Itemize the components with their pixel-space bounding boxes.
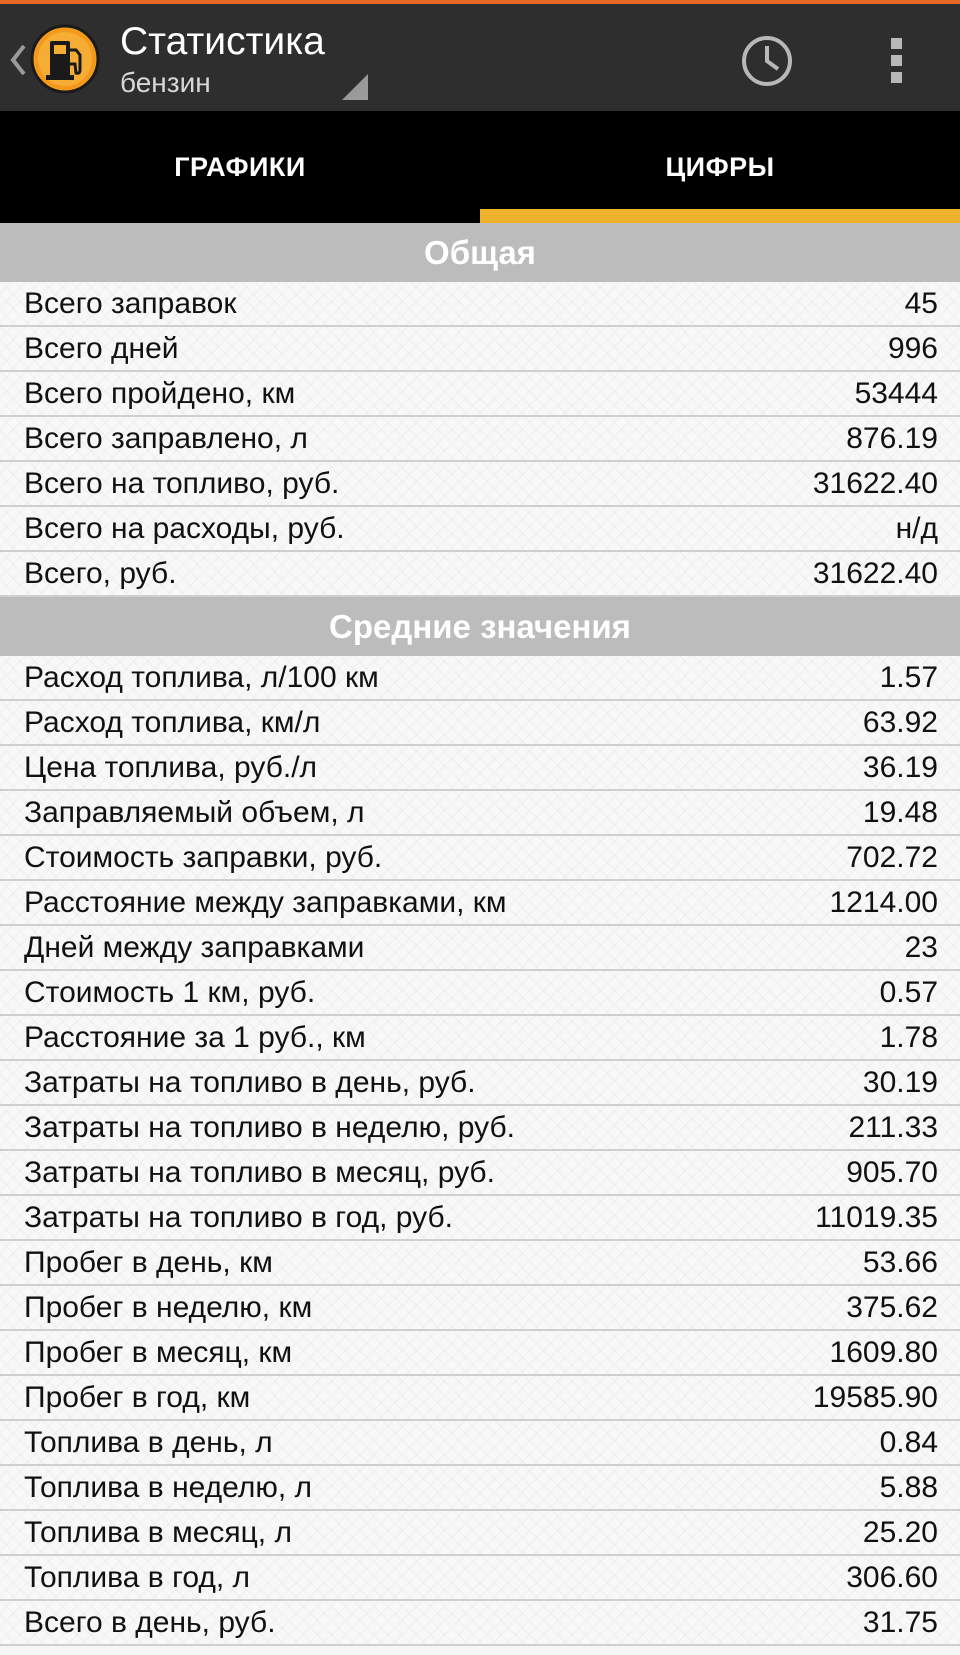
stat-row <box>0 881 960 926</box>
stat-row <box>0 1061 960 1106</box>
tab-charts[interactable]: ГРАФИКИ <box>174 151 306 182</box>
stat-value: 306.60 <box>846 1560 938 1594</box>
stat-label: Всего, руб. <box>24 556 177 590</box>
stat-row <box>0 552 960 597</box>
stat-value: 53.66 <box>862 1245 938 1279</box>
tab-bar <box>0 111 960 223</box>
stat-value: 19.48 <box>862 795 938 829</box>
section-header: Общая <box>0 223 960 282</box>
stat-label: Топлива в день, л <box>24 1425 273 1459</box>
stat-value: 1609.80 <box>829 1335 938 1369</box>
stat-row <box>0 1511 960 1556</box>
stat-label: Всего на расходы, руб. <box>24 511 345 545</box>
fuel-pump-icon[interactable] <box>30 24 100 94</box>
stat-row <box>0 282 960 327</box>
stat-value: 0.84 <box>879 1425 938 1459</box>
stat-row <box>0 926 960 971</box>
stat-value: 1.57 <box>879 660 938 694</box>
stat-label: Всего заправлено, л <box>24 421 308 455</box>
stat-label: Расход топлива, л/100 км <box>24 660 379 694</box>
stat-row <box>0 417 960 462</box>
stat-row <box>0 971 960 1016</box>
stat-row <box>0 1421 960 1466</box>
tab-numbers[interactable]: ЦИФРЫ <box>480 111 960 223</box>
stat-value: 5.88 <box>879 1470 938 1504</box>
stat-value: 36.19 <box>862 750 938 784</box>
stat-row <box>0 1016 960 1061</box>
stat-value: 876.19 <box>846 421 938 455</box>
clock-icon[interactable] <box>738 32 796 90</box>
stat-row <box>0 507 960 552</box>
stat-row <box>0 746 960 791</box>
stat-label: Топлива в неделю, л <box>24 1470 313 1504</box>
stat-value: 211.33 <box>848 1110 938 1144</box>
stat-value: 53444 <box>854 376 938 410</box>
stat-label: Затраты на топливо в месяц, руб. <box>24 1155 495 1189</box>
stat-row <box>0 1376 960 1421</box>
stat-label: Расстояние за 1 руб., км <box>24 1020 366 1054</box>
stat-row <box>0 1196 960 1241</box>
stat-row <box>0 327 960 372</box>
stat-row <box>0 1286 960 1331</box>
stat-value: 702.72 <box>846 840 938 874</box>
stat-label: Стоимость заправки, руб. <box>24 840 383 874</box>
chevron-left-icon[interactable] <box>8 42 30 78</box>
stat-value: 1.78 <box>879 1020 938 1054</box>
stat-label: Пробег в день, км <box>24 1245 273 1279</box>
stat-value: н/д <box>895 511 938 545</box>
stat-value: 1214.00 <box>829 885 938 919</box>
action-bar <box>0 4 960 111</box>
stat-row <box>0 1556 960 1601</box>
stat-row <box>0 791 960 836</box>
stat-value: 375.62 <box>846 1290 938 1324</box>
stat-row <box>0 1331 960 1376</box>
stat-value: 31622.40 <box>812 466 938 500</box>
stat-row <box>0 462 960 507</box>
stat-label: Пробег в месяц, км <box>24 1335 293 1369</box>
stat-row <box>0 372 960 417</box>
page-title: Статистика <box>120 20 325 63</box>
stat-row <box>0 836 960 881</box>
stat-label: Всего дней <box>24 331 179 365</box>
stat-label: Затраты на топливо в год, руб. <box>24 1200 453 1234</box>
stat-label: Стоимость 1 км, руб. <box>24 975 316 1009</box>
stat-label: Всего в день, руб. <box>24 1605 276 1639</box>
stat-label: Топлива в год, л <box>24 1560 251 1594</box>
vehicle-subtitle[interactable]: бензин <box>120 67 211 98</box>
stat-value: 31622.40 <box>812 556 938 590</box>
stat-label: Затраты на топливо в день, руб. <box>24 1065 476 1099</box>
stats-list[interactable] <box>0 223 960 1646</box>
stat-label: Всего пройдено, км <box>24 376 296 410</box>
stat-row <box>0 1241 960 1286</box>
stat-value: 0.57 <box>879 975 938 1009</box>
stat-row <box>0 1106 960 1151</box>
section-header: Средние значения <box>0 597 960 656</box>
stat-label: Расход топлива, км/л <box>24 705 321 739</box>
stat-label: Расстояние между заправками, км <box>24 885 507 919</box>
stat-value: 996 <box>887 331 938 365</box>
stat-value: 31.75 <box>862 1605 938 1639</box>
stat-row <box>0 701 960 746</box>
stat-label: Пробег в неделю, км <box>24 1290 313 1324</box>
stat-value: 45 <box>904 286 938 320</box>
stat-value: 905.70 <box>846 1155 938 1189</box>
stat-value: 25.20 <box>862 1515 938 1549</box>
stat-row <box>0 1466 960 1511</box>
stat-label: Пробег в год, км <box>24 1380 251 1414</box>
stat-label: Заправляемый объем, л <box>24 795 365 829</box>
stat-label: Топлива в месяц, л <box>24 1515 292 1549</box>
stat-label: Затраты на топливо в неделю, руб. <box>24 1110 515 1144</box>
stat-value: 23 <box>904 930 938 964</box>
stat-label: Цена топлива, руб./л <box>24 750 318 784</box>
stat-row <box>0 1151 960 1196</box>
stat-row <box>0 1601 960 1646</box>
stat-row <box>0 656 960 701</box>
stat-label: Дней между заправками <box>24 930 365 964</box>
stat-value: 63.92 <box>862 705 938 739</box>
overflow-menu-icon[interactable] <box>880 32 914 90</box>
stat-value: 30.19 <box>862 1065 938 1099</box>
stat-label: Всего заправок <box>24 286 237 320</box>
stat-value: 11019.35 <box>815 1200 938 1234</box>
stat-label: Всего на топливо, руб. <box>24 466 340 500</box>
spinner-corner-icon[interactable] <box>342 74 368 100</box>
stat-value: 19585.90 <box>812 1380 938 1414</box>
